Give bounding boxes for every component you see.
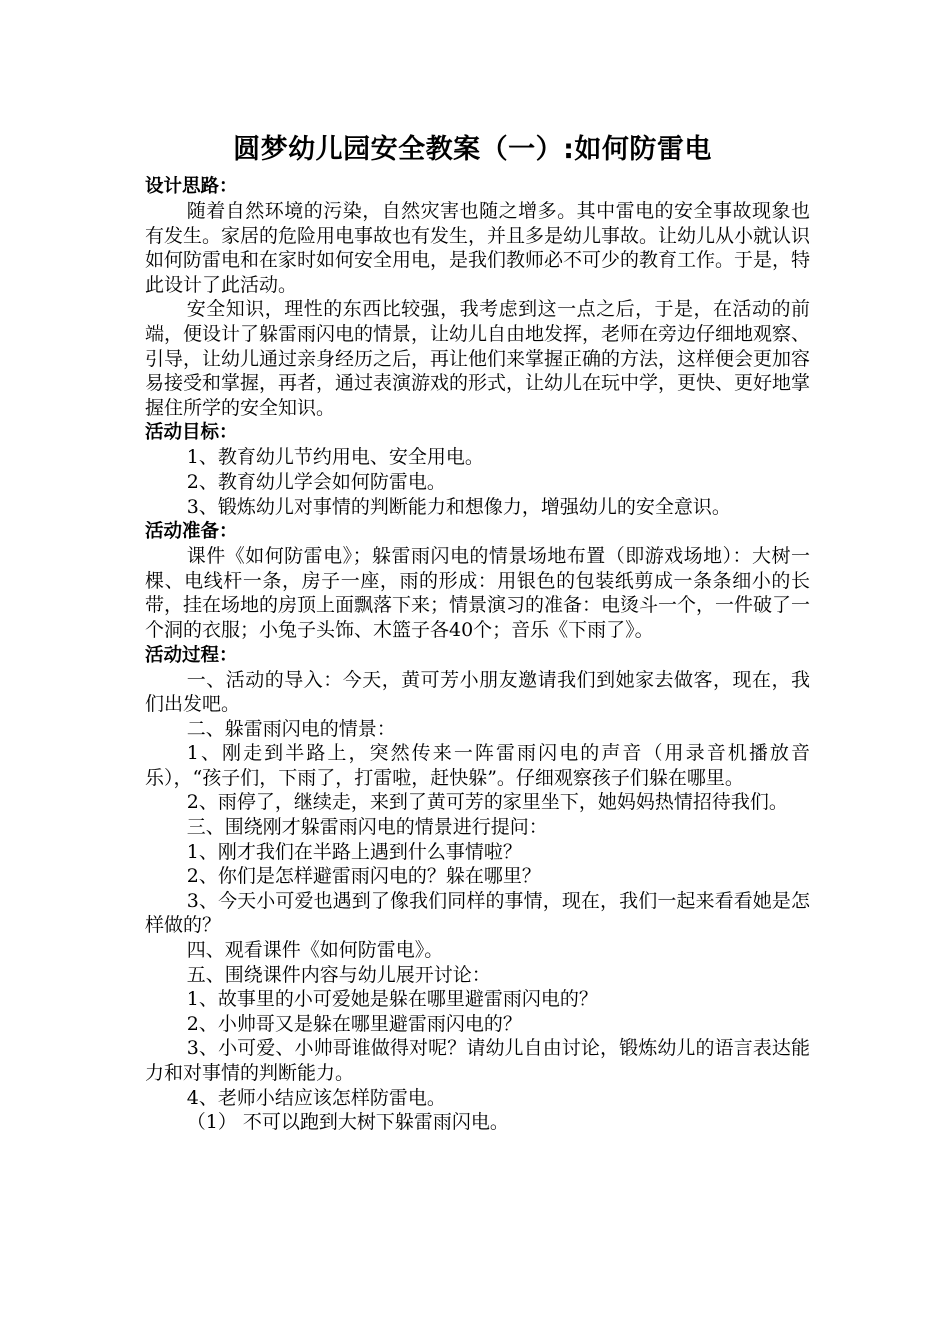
section-heading: 活动目标： — [145, 422, 238, 444]
paragraph: 三、围绕刚才躲雷雨闪电的情景进行提问： — [186, 816, 548, 839]
paragraph: 二、躲雷雨闪电的情景： — [186, 717, 396, 740]
paragraph: 2、你们是怎样避雷雨闪电的？躲在哪里？ — [186, 865, 541, 888]
section-activity-preparation — [145, 519, 810, 642]
section-activity-process — [145, 643, 810, 1135]
document-page — [145, 128, 810, 1135]
paragraph: 一、活动的导入：今天，黄可芳小朋友邀请我们到她家去做客，现在，我们出发吧。 — [145, 668, 810, 716]
paragraph: 3、小可爱、小帅哥谁做得对呢？请幼儿自由讨论，锻炼幼儿的语言表达能力和对事情的判断能力。 — [145, 1037, 810, 1084]
paragraph: 五、围绕课件内容与幼儿展开讨论： — [186, 963, 491, 986]
paragraph: 1、故事里的小可爱她是躲在哪里避雷雨闪电的？ — [186, 988, 598, 1011]
paragraph: 安全知识，理性的东西比较强，我考虑到这一点之后，于是，在活动的前端，便设计了躲雷雨闪电的情景，让幼儿自由地发挥，老师在旁边仔细地观察、引导，让幼儿通过亲身经历之后，再让他们来掌握正确的方法，这样便会更加容易接受和掌握，再者，通过表演游戏的形式，让幼儿在玩中学，更快、更好地掌握住所学的安全知识。 — [145, 298, 811, 419]
list-item: 1、教育幼儿节约用电、安全用电。 — [186, 446, 484, 469]
paragraph: 3、今天小可爱也遇到了像我们同样的事情，现在，我们一起来看看她是怎样做的？ — [145, 889, 810, 937]
section-heading: 设计思路： — [145, 176, 238, 197]
paragraph: 随着自然环境的污染，自然灾害也随之增多。其中雷电的安全事故现象也有发生。家居的危险用电事故也有发生，并且多是幼儿事故。让幼儿从小就认识如何防雷电和在家时如何安全用电，是我们教师必不可少的教育工作。于是，特此设计了此活动。 — [145, 200, 811, 296]
paragraph: 4、老师小结应该怎样防雷电。 — [186, 1086, 446, 1109]
paragraph: 四、观看课件《如何防雷电》。 — [186, 939, 444, 962]
paragraph: 2、雨停了，继续走，来到了黄可芳的家里坐下，她妈妈热情招待我们。 — [186, 791, 788, 814]
section-activity-goals — [145, 420, 810, 519]
paragraph: 2、小帅哥又是躲在哪里避雷雨闪电的？ — [186, 1012, 522, 1035]
list-item: 2、教育幼儿学会如何防雷电。 — [186, 470, 446, 493]
paragraph: 课件《如何防雷电》；躲雷雨闪电的情景场地布置（即游戏场地）：大树一棵、电线杆一条，房子一座，雨的形成：用银色的包装纸剪成一条条细小的长带，挂在场地的房顶上面飘落下来；情景演习的准备：电烫斗一个，一件破了一个洞的衣服；小兔子头饰、木篮子各40个；音乐《下雨了》。 — [145, 545, 811, 641]
paragraph: （1） 不可以跑到大树下躲雷雨闪电。 — [186, 1111, 509, 1134]
list-item: 3、锻炼幼儿对事情的判断能力和想像力，增强幼儿的安全意识。 — [186, 495, 731, 518]
section-heading: 活动准备： — [145, 521, 238, 543]
paragraph: 1、刚走到半路上，突然传来一阵雷雨闪电的声音（用录音机播放音乐），“孩子们，下雨了，打雷啦，赶快躲”。仔细观察孩子们躲在哪里。 — [145, 742, 810, 789]
document-title: 圆梦幼儿园安全教案（一）:如何防雷电 — [233, 134, 712, 165]
section-design-idea — [145, 174, 810, 420]
section-heading: 活动过程： — [145, 644, 238, 666]
paragraph: 1、刚才我们在半路上遇到什么事情啦？ — [186, 840, 522, 863]
